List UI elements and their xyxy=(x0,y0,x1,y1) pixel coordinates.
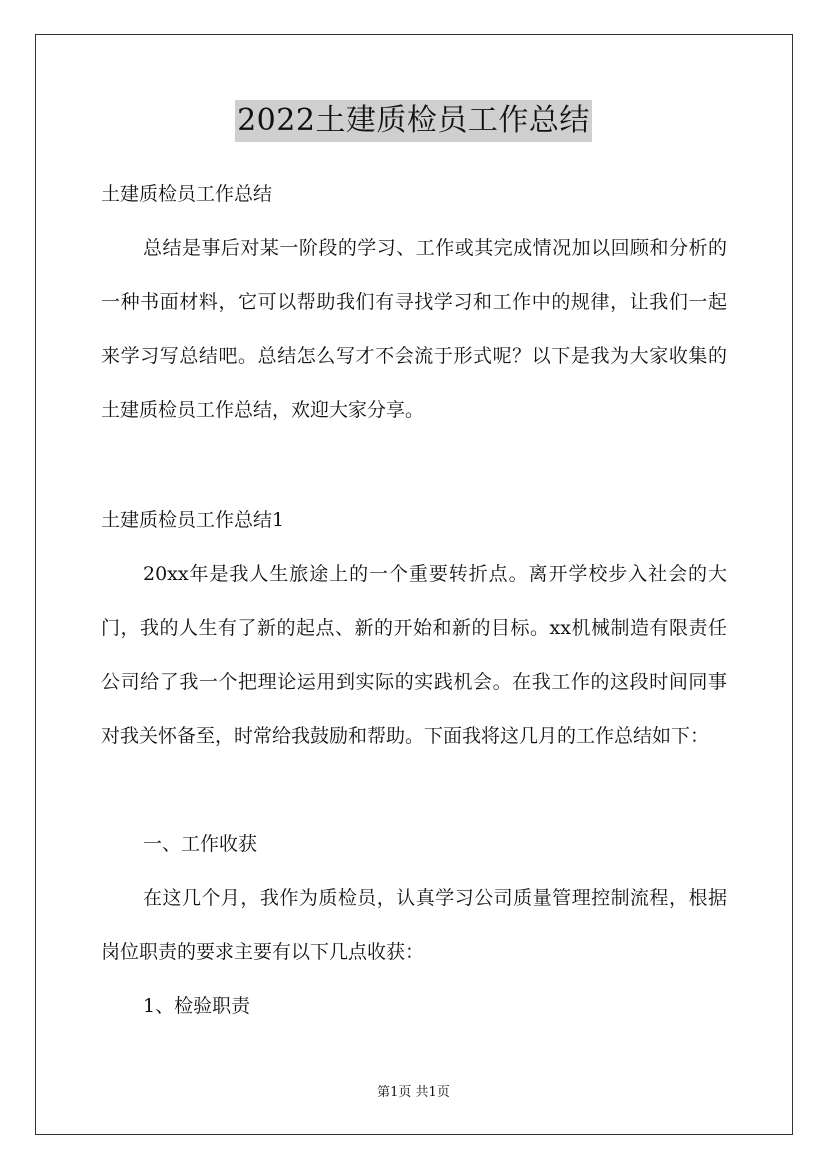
section-heading: 土建质检员工作总结1 xyxy=(101,509,285,531)
document-subtitle: 土建质检员工作总结 xyxy=(101,183,273,205)
sub-heading-work-gains: 一、工作收获 xyxy=(143,833,258,855)
section-paragraph: 20xx年是我人生旅途上的一个重要转折点。离开学校步入社会的大门，我的人生有了新的起点、新的开始和新的目标。xx机械制造有限责任公司给了我一个把理论运用到实际的实践机会。在我工作的这段时间同事对我关怀备至，时常给我鼓励和帮助。下面我将这几月的工作总结如下： xyxy=(101,563,727,747)
work-gains-paragraph: 在这几个月，我作为质检员，认真学习公司质量管理控制流程，根据岗位职责的要求主要有以下几点收获： xyxy=(101,887,727,963)
intro-paragraph: 总结是事后对某一阶段的学习、工作或其完成情况加以回顾和分析的一种书面材料，它可以帮助我们有寻找学习和工作中的规律，让我们一起来学习写总结吧。总结怎么写才不会流于形式呢？以下是我为大家收集的土建质检员工作总结，欢迎大家分享。 xyxy=(101,237,727,421)
sub-heading-inspection-duties: 1、检验职责 xyxy=(143,995,251,1017)
document-title: 2022土建质检员工作总结 xyxy=(235,100,592,142)
page-footer: 第1页 共1页 xyxy=(377,1085,450,1100)
title-container xyxy=(0,100,827,142)
